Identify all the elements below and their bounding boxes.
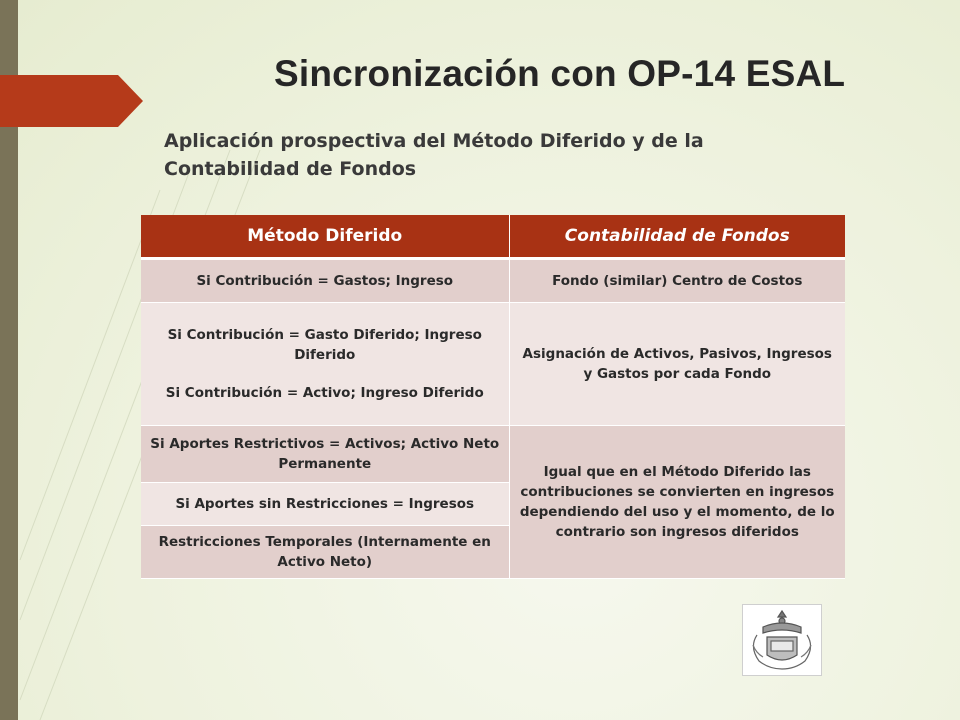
slide-subtitle: Aplicación prospectiva del Método Diferido y de la Contabilidad de Fondos xyxy=(164,130,704,180)
row2-left-text-b: Si Contribución = Activo; Ingreso Diferido xyxy=(165,385,484,401)
row5-left-cell: Restricciones Temporales (Internamente en Activo Neto) xyxy=(141,526,509,579)
row2-spacer xyxy=(149,365,501,383)
table-row xyxy=(141,259,845,303)
header-contabilidad-fondos: Contabilidad de Fondos xyxy=(509,215,845,259)
comparison-table xyxy=(141,215,845,579)
header-metodo-diferido: Método Diferido xyxy=(141,215,509,259)
institution-seal-icon xyxy=(742,604,822,676)
row2-left-text-a: Si Contribución = Gasto Diferido; Ingreso Diferido xyxy=(167,327,482,363)
table-row xyxy=(141,303,845,426)
row1-left-cell: Si Contribución = Gastos; Ingreso xyxy=(141,259,509,303)
row2-right-cell: Asignación de Activos, Pasivos, Ingresos y Gastos por cada Fondo xyxy=(509,303,845,426)
row4-left-cell: Si Aportes sin Restricciones = Ingresos xyxy=(141,483,509,526)
table-row xyxy=(141,426,845,483)
slide-title: Sincronización con OP-14 ESAL xyxy=(274,53,846,94)
table-header-row xyxy=(141,215,845,259)
seal-graphic xyxy=(743,605,821,675)
row1-right-cell: Fondo (similar) Centro de Costos xyxy=(509,259,845,303)
row3-left-cell: Si Aportes Restrictivos = Activos; Activo Neto Permanente xyxy=(141,426,509,483)
title-accent-arrow xyxy=(0,75,143,127)
row2-left-cell xyxy=(141,303,509,426)
merged-right-cell: Igual que en el Método Diferido las contribuciones se convierten en ingresos dependiendo del uso y el momento, de lo contrario son ingresos diferidos xyxy=(509,426,845,579)
